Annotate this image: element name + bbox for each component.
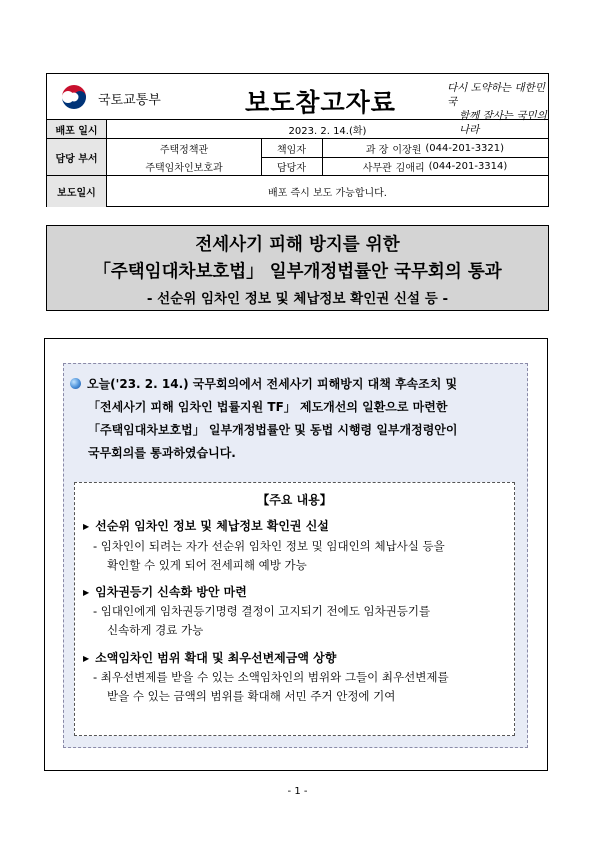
contact-role-1: 책임자	[277, 144, 306, 156]
key-item-1-detail: - 임차인이 되려는 자가 선순위 임차인 정보 및 임대인의 체납사실 등을 확인할 수 있게 되어 전세피해 예방 가능	[93, 539, 445, 572]
contact-role-2: 담당자	[277, 162, 306, 174]
department-row	[47, 139, 548, 176]
triangle-right-icon: ▶	[83, 522, 90, 531]
distribution-row	[47, 120, 548, 139]
page-number: - 1 -	[287, 786, 308, 797]
distribution-date: 2023. 2. 14.(화)	[288, 125, 367, 137]
contact-person-2: 사무관 김애리 (044-201-3314)	[362, 160, 508, 174]
key-item-2-heading: ▶ 임차권등기 신속화 방안 마련	[83, 585, 247, 599]
headline-line-1: 전세사기 피해 방지를 위한	[195, 235, 400, 255]
key-points-title: 【주요 내용】	[257, 493, 332, 507]
document-type-title: 보도참고자료	[245, 88, 396, 117]
triangle-right-icon: ▶	[83, 654, 90, 663]
triangle-right-icon: ▶	[83, 588, 90, 597]
key-item-3-detail: - 최우선변제를 받을 수 있는 소액임차인의 범위와 그들이 최우선변제를 받을 수 있는 금액의 범위를 확대해 서민 주거 안정에 기여	[93, 670, 449, 703]
headline-subtitle: - 선순위 임차인 정보 및 체납정보 확인권 신설 등 -	[146, 291, 449, 307]
key-item-3-heading: ▶ 소액임차인 범위 확대 및 최우선변제금액 상향	[83, 651, 337, 665]
government-slogan: 다시 도약하는 대한민국 함께 잘사는 국민의 나라	[447, 82, 547, 136]
press-header-table	[46, 73, 549, 207]
department-unit-2: 주택임차인보호과	[145, 162, 223, 174]
intro-paragraph: 오늘('23. 2. 14.) 국무회의에서 전세사기 피해방지 대책 후속조치 및 「전세사기 피해 임차인 법률지원 TF」 제도개선의 일환으로 마련한 「주택임대차보호법」 일부개정법률안 및 동법 시행령 일부개정령안이 국무회의를 통과하였습니다.	[68, 373, 524, 465]
department-unit-1: 주택정책관	[159, 144, 209, 156]
blue-bullet-icon	[70, 378, 81, 389]
government-emblem-icon	[59, 82, 89, 112]
distribution-label: 배포 일시	[47, 120, 107, 138]
headline-box	[46, 225, 549, 311]
key-item-1-heading: ▶ 선순위 임차인 정보 및 체납정보 확인권 신설	[83, 519, 329, 533]
key-item-2-detail: - 임대인에게 임차권등기명령 결정이 고지되기 전에도 임차권등기를 신속하게 경료 가능	[93, 604, 431, 637]
contact-person-1: 과 장 이장원 (044-201-3321)	[365, 142, 505, 156]
department-label: 담당 부서	[47, 139, 107, 175]
release-note: 배포 즉시 보도 가능합니다.	[268, 188, 387, 199]
headline-line-2: 「주택임대차보호법」 일부개정법률안 국무회의 통과	[93, 262, 502, 282]
release-label: 보도일시	[47, 176, 107, 207]
release-row	[47, 176, 548, 207]
ministry-name: 국토교통부	[98, 93, 161, 108]
